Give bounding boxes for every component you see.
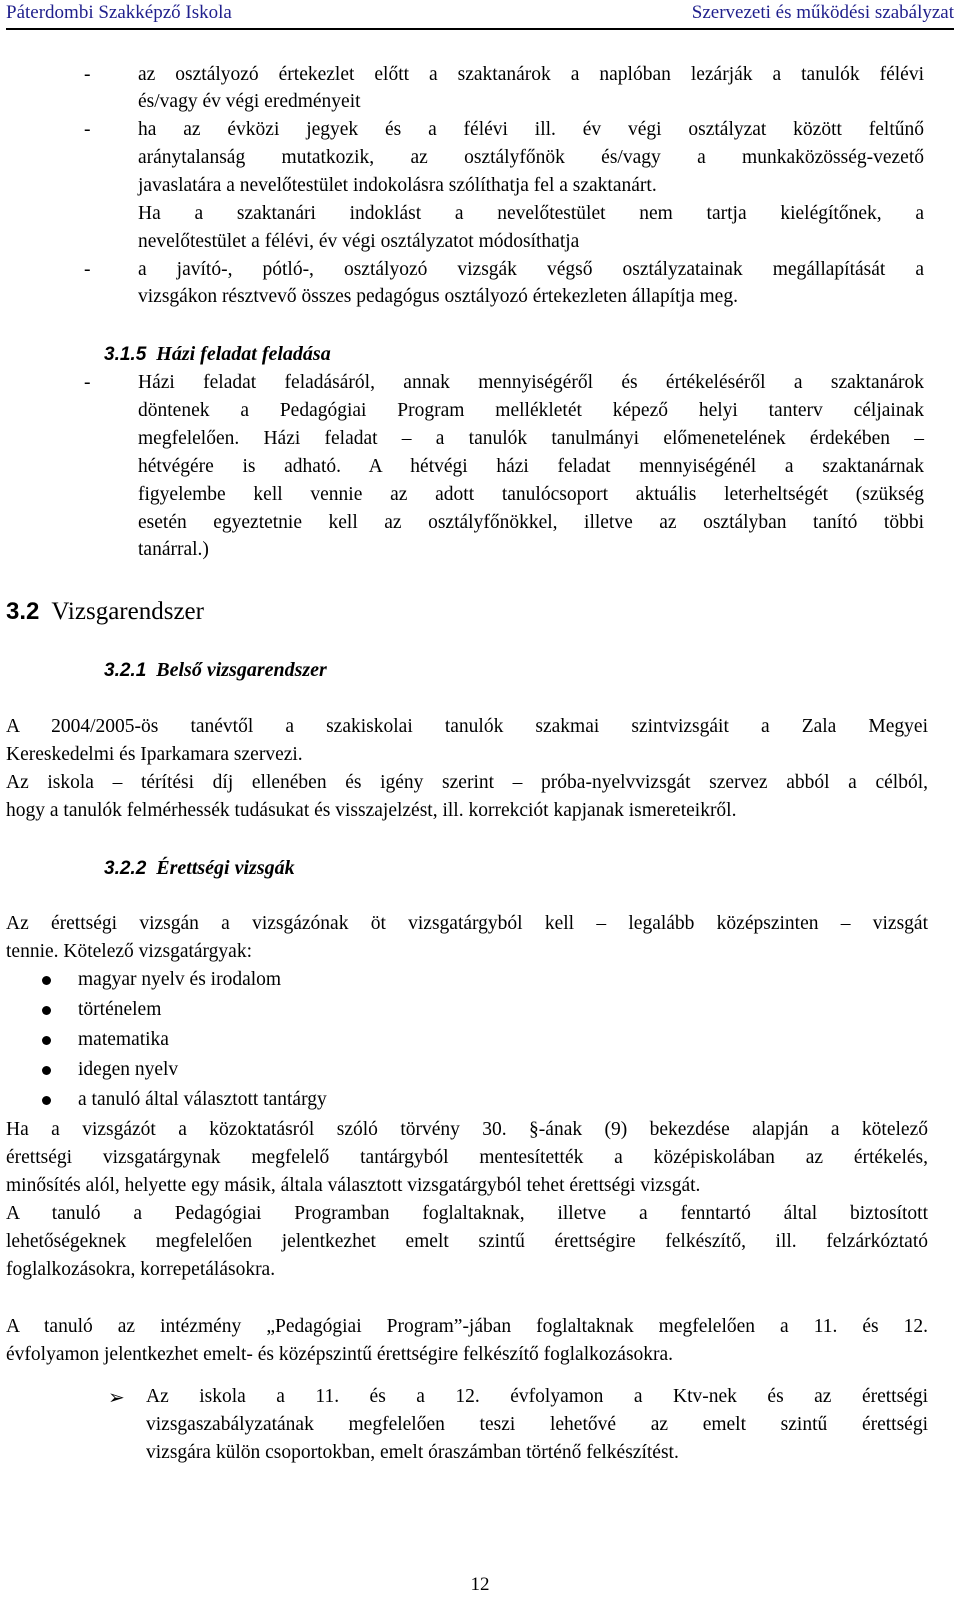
paragraph-line: esetén egyeztetnie kell az osztályfőnökkel, illetve az osztályban tanító többi — [138, 512, 924, 533]
bullet-icon — [42, 1006, 51, 1015]
paragraph-line: figyelembe kell vennie az adott tanulócsoport aktuális leterheltségét (szükség — [138, 484, 924, 505]
list-marker: - — [84, 64, 91, 85]
paragraph-line: hétvégére is adható. A hétvégi házi feladat mennyiségénél a szaktanárnak — [138, 456, 924, 477]
list-item-text: Ha a szaktanári indoklást a nevelőtestület nem tartja kielégítőnek, a — [138, 203, 924, 224]
paragraph-line: tanárral.) — [138, 539, 209, 560]
list-item: matematika — [78, 1029, 169, 1050]
paragraph-line: lehetőségeknek megfelelően jelentkezhet emelt szintű érettségire felkészítő, ill. felzárkóztató — [6, 1231, 928, 1252]
list-item-text: az osztályozó értekezlet előtt a szaktanárok a naplóban lezárják a tanulók félévi — [138, 64, 924, 85]
paragraph-line: megfelelően. Házi feladat – a tanulók tanulmányi előmenetelének érdekében – — [138, 428, 924, 449]
paragraph-line: hogy a tanulók felmérhessék tudásukat és visszajelzést, ill. korrekciót kapjanak ismereteikről. — [6, 800, 737, 821]
section-number: 3.2 — [6, 598, 40, 625]
list-item-text: vizsgákon résztvevő összes pedagógus osztályozó értekezleten állapítja meg. — [138, 286, 738, 307]
bullet-icon — [42, 1036, 51, 1045]
paragraph-line: Az érettségi vizsgán a vizsgázónak öt vizsgatárgyból kell – legalább középszinten – vizsgát — [6, 913, 928, 934]
bullet-icon — [42, 976, 51, 985]
paragraph-line: Ha a vizsgázót a közoktatásról szóló törvény 30. §-ának (9) bekezdése alapján a kötelező — [6, 1119, 928, 1140]
bullet-icon — [42, 1096, 51, 1105]
paragraph-line: minősítés alól, helyette egy másik, általa választott vizsgatárgyból tehet érettségi vizsgát. — [6, 1175, 701, 1196]
list-item: magyar nyelv és irodalom — [78, 969, 282, 990]
paragraph-line: Az iskola – térítési díj ellenében és igény szerint – próba-nyelvvizsgát szervez abból a célból, — [6, 772, 928, 793]
header-school-name: Páterdombi Szakképző Iskola — [6, 2, 232, 23]
section-title: Belső vizsgarendszer — [156, 659, 327, 681]
section-number: 3.2.2 — [104, 858, 147, 879]
paragraph-line: Házi feladat feladásáról, annak mennyiségéről és értékeléséről a szaktanárok — [138, 372, 924, 393]
paragraph-line: A 2004/2005-ös tanévtől a szakiskolai tanulók szakmai szintvizsgáit a Zala Megyei — [6, 716, 928, 737]
section-title: Házi feladat feladása — [156, 343, 331, 365]
header-document-title: Szervezeti és működési szabályzat — [691, 2, 954, 23]
list-item: történelem — [78, 999, 162, 1020]
paragraph-line: tennie. Kötelező vizsgatárgyak: — [6, 941, 253, 962]
paragraph-line: évfolyamon jelentkezhet emelt- és középszintű érettségire felkészítő foglalkozásokra. — [6, 1344, 674, 1365]
arrow-item-text: vizsgaszabályzatának megfelelően teszi lehetővé az emelt szintű érettségi — [146, 1414, 928, 1435]
section-number: 3.2.1 — [104, 660, 147, 681]
bullet-icon — [42, 1066, 51, 1075]
list-item: a tanuló által választott tantárgy — [78, 1089, 327, 1110]
paragraph-line: foglalkozásokra, korrepetálásokra. — [6, 1259, 276, 1280]
paragraph-line: érettségi vizsgatárgynak megfelelő tantárgyból mentesítették a középiskolában az értékelés, — [6, 1147, 928, 1168]
arrow-bullet-icon: ➢ — [108, 1385, 125, 1409]
paragraph-line: A tanuló a Pedagógiai Programban foglaltaknak, illetve a fenntartó által biztosított — [6, 1203, 928, 1224]
section-title: Érettségi vizsgák — [156, 857, 295, 879]
list-marker: - — [84, 259, 91, 280]
list-item-text: javaslatára a nevelőtestület indokolásra szólíthatja fel a szaktanárt. — [138, 175, 657, 196]
list-item: idegen nyelv — [78, 1059, 179, 1080]
list-item-text: és/vagy év végi eredményeit — [138, 91, 361, 112]
paragraph-line: döntenek a Pedagógiai Program mellékletét képező helyi tanterv céljainak — [138, 400, 924, 421]
page-number: 12 — [470, 1574, 490, 1595]
section-heading-3-1-5 — [104, 341, 331, 368]
list-item-text: a javító-, pótló-, osztályozó vizsgák végső osztályzatainak megállapítását a — [138, 259, 924, 280]
section-title: Vizsgarendszer — [51, 598, 204, 625]
section-number: 3.1.5 — [104, 344, 147, 365]
arrow-item-text: vizsgára külön csoportokban, emelt óraszámban történő felkészítést. — [146, 1442, 679, 1463]
section-heading-3-2-2 — [104, 855, 295, 882]
list-item-text: aránytalanság mutatkozik, az osztályfőnök és/vagy a munkaközösség-vezető — [138, 147, 924, 168]
list-item-text: ha az évközi jegyek és a félévi ill. év végi osztályzat között feltűnő — [138, 119, 924, 140]
list-marker: - — [84, 119, 91, 140]
page-header — [6, 0, 954, 30]
section-heading-3-2-1 — [104, 657, 327, 684]
section-heading-3-2 — [6, 597, 204, 627]
paragraph-line: Kereskedelmi és Iparkamara szervezi. — [6, 744, 303, 765]
list-marker: - — [84, 372, 91, 393]
list-item-text: nevelőtestület a félévi, év végi osztályzatot módosíthatja — [138, 231, 580, 252]
paragraph-line: A tanuló az intézmény „Pedagógiai Program”-jában foglaltaknak megfelelően a 11. és 12. — [6, 1316, 928, 1337]
arrow-item-text: Az iskola a 11. és a 12. évfolyamon a Ktv-nek és az érettségi — [146, 1386, 928, 1407]
